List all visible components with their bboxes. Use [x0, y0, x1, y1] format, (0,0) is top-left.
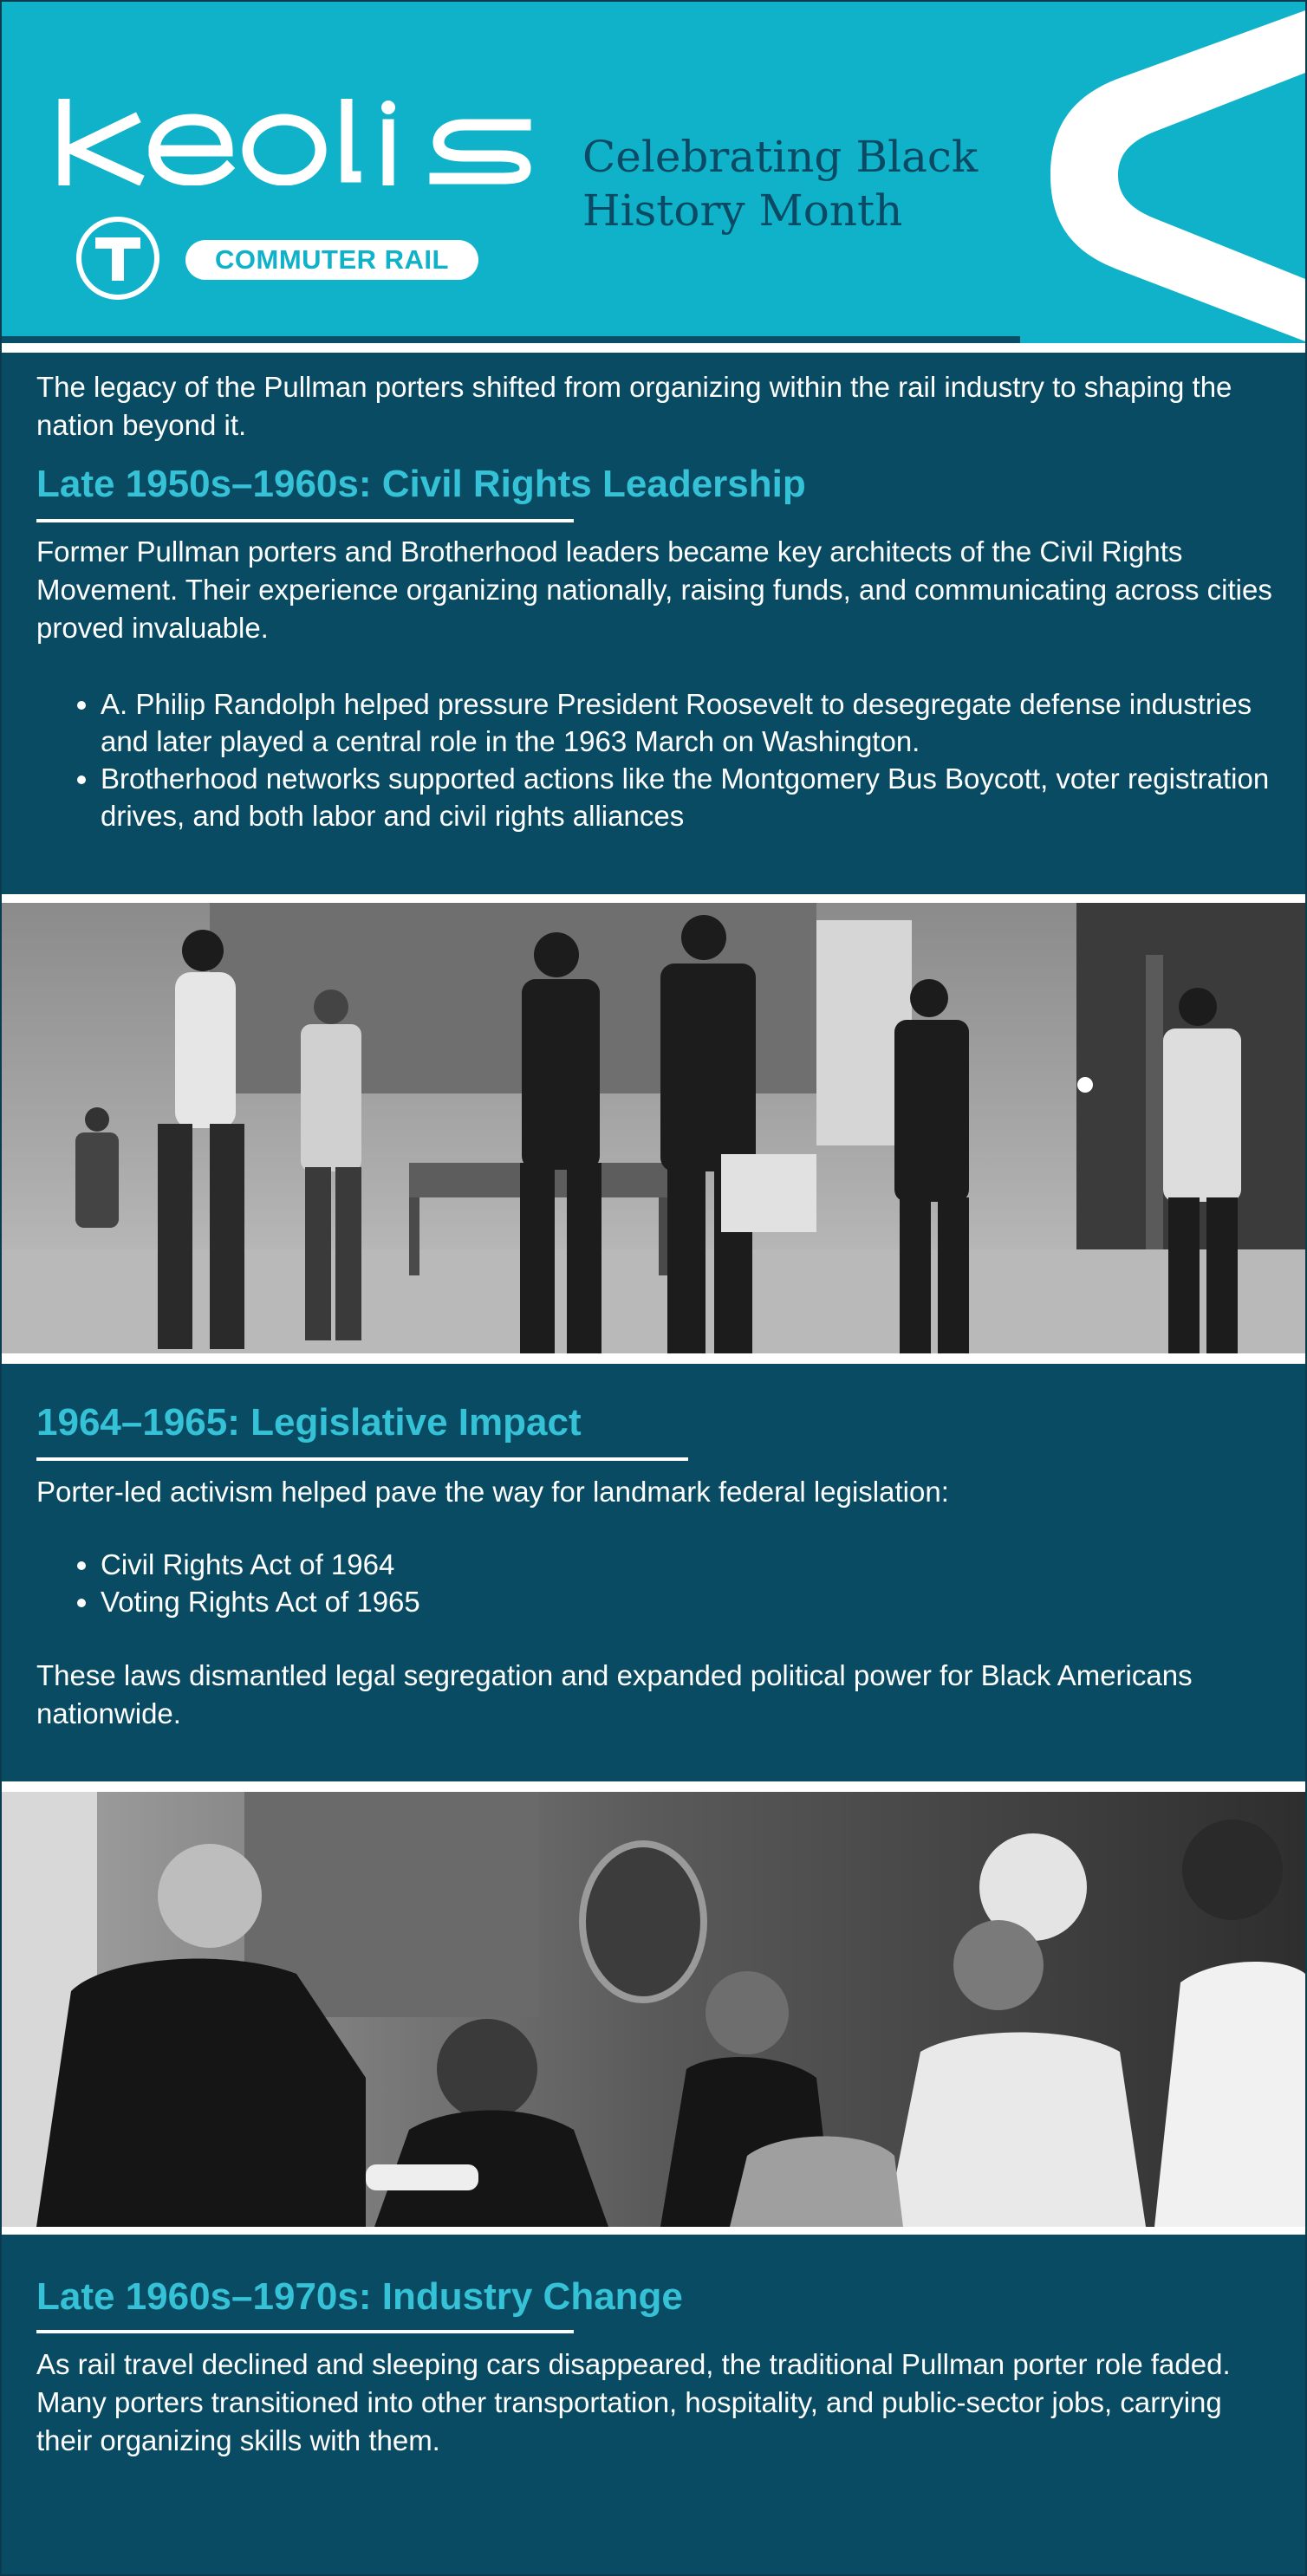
chevron-decoration	[1016, 2, 1305, 343]
bullet-item: • A. Philip Randolph helped pressure President Roosevelt to desegregate defense industries and later played a central role in the 1963 March on Washington.	[101, 685, 1274, 760]
header-tagline	[582, 130, 1068, 237]
section-closing: These laws dismantled legal segregation and expanded political power for Black Americans nationwide.	[36, 1659, 1193, 1729]
tagline-line-1: Celebrating Black	[582, 132, 979, 182]
bullet-item: • Voting Rights Act of 1965	[101, 1583, 1274, 1620]
heading-underline	[36, 519, 574, 522]
section-paragraph: As rail travel declined and sleeping cars disappeared, the traditional Pullman porter role faded. Many porters transitioned into other transportation, hospitality, and public-sector jobs, carrying their organizing skills with them.	[36, 2348, 1231, 2456]
section-heading-civil-rights: Late 1950s–1960s: Civil Rights Leadership	[36, 463, 806, 505]
section-heading-legislative: 1964–1965: Legislative Impact	[36, 1401, 582, 1444]
keolis-logo	[57, 99, 543, 185]
section-industry-change	[2, 2235, 1305, 2576]
signing-photo	[2, 1792, 1305, 2227]
tagline-line-2: History Month	[582, 185, 903, 236]
section-paragraph: Former Pullman porters and Brotherhood leaders became key architects of the Civil Rights Movement. Their experience organizing nationally, raising funds, and communicating across cities proved invaluable.	[36, 535, 1272, 644]
section-legislative-impact	[2, 1364, 1305, 1781]
section-civil-rights	[2, 353, 1305, 894]
heading-underline	[36, 2330, 574, 2333]
transit-t-icon	[76, 217, 159, 300]
section-paragraph: Porter-led activism helped pave the way for landmark federal legislation:	[36, 1476, 949, 1508]
march-photo	[2, 903, 1305, 1353]
heading-underline	[36, 1457, 688, 1461]
intro-text: The legacy of the Pullman porters shifted from organizing within the rail industry to shaping the nation beyond it.	[36, 371, 1232, 441]
header-divider	[2, 336, 1020, 343]
bullet-item: • Civil Rights Act of 1964	[101, 1546, 1274, 1583]
bullet-list	[36, 685, 1274, 834]
section-heading-industry: Late 1960s–1970s: Industry Change	[36, 2275, 683, 2318]
header-banner	[2, 2, 1305, 343]
bullet-item: • Brotherhood networks supported actions like the Montgomery Bus Boycott, voter registration drives, and both labor and civil rights alliances	[101, 760, 1274, 834]
commuter-rail-label: COMMUTER RAIL	[185, 240, 478, 280]
bullet-list	[36, 1546, 1274, 1620]
